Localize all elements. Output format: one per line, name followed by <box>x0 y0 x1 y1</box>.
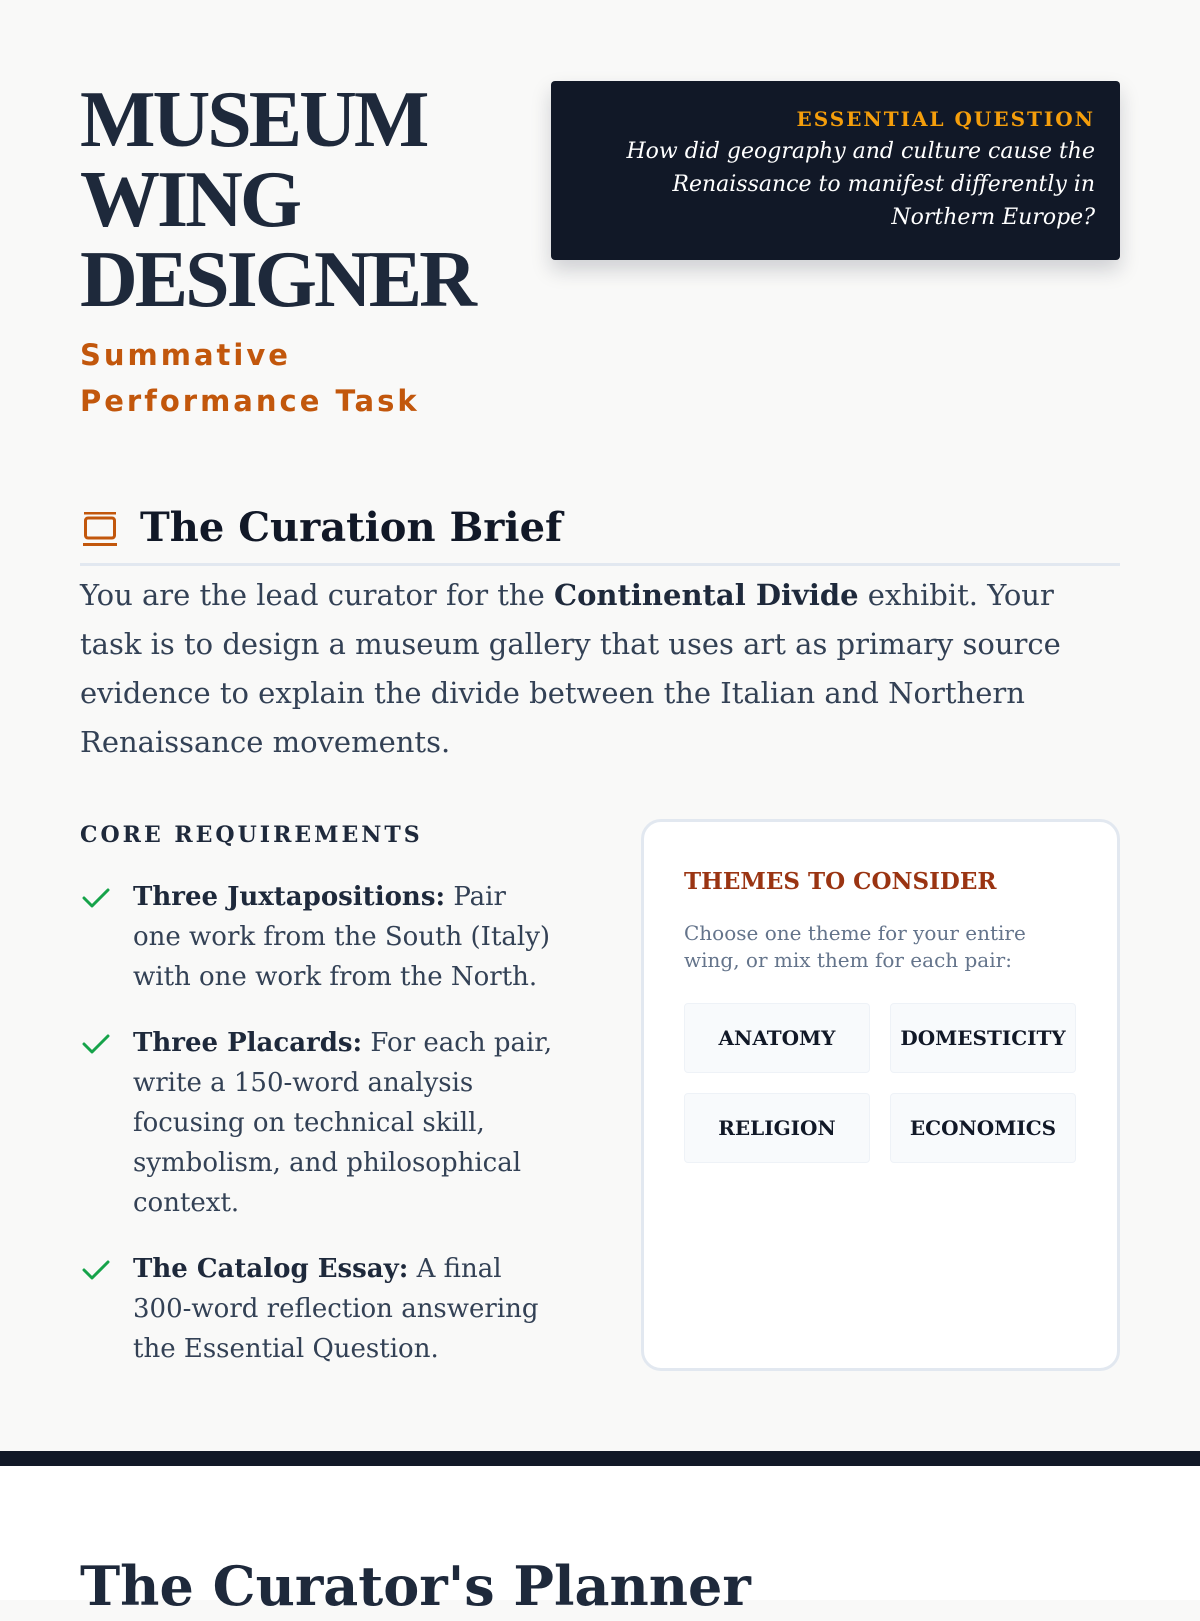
title-block <box>80 76 550 424</box>
core-requirements-label: CORE REQUIREMENTS <box>80 822 423 848</box>
requirement-text: A final 300-word reflection answering the Essential Question. <box>133 1254 539 1364</box>
requirement-item-placards <box>80 1023 560 1223</box>
page-title-line-2: WING <box>80 156 300 244</box>
requirements-list <box>80 877 560 1395</box>
theme-chip-anatomy[interactable]: ANATOMY <box>684 1003 870 1073</box>
essential-question-text: How did geography and culture cause the Renaissance to manifest differently in Northern Europe? <box>626 139 1095 230</box>
curation-brief-text <box>80 571 1120 767</box>
requirement-title: Three Placards: <box>133 1028 363 1058</box>
page-subtitle: Summative Performance Task <box>80 338 420 418</box>
brief-intro-after: exhibit. Your task is to design a museum gallery that uses art as primary source evidence to explain the divide between the Italian and Northern Renaissance movements. <box>80 578 1061 759</box>
themes-card <box>641 819 1120 1371</box>
brief-intro-before: You are the lead curator for the <box>80 578 554 612</box>
requirement-item-juxtapositions <box>80 877 560 997</box>
theme-chip-domesticity[interactable]: DOMESTICITY <box>890 1003 1076 1073</box>
section-divider <box>0 1451 1200 1466</box>
requirement-title: The Catalog Essay: <box>133 1254 409 1284</box>
laptop-icon <box>82 510 118 548</box>
theme-chip-economics[interactable]: ECONOMICS <box>890 1093 1076 1163</box>
themes-description: Choose one theme for your entire wing, or mix them for each pair: <box>684 921 1026 972</box>
essential-question-box <box>551 81 1120 260</box>
curation-brief-heading <box>80 500 1120 566</box>
essential-question-label: ESSENTIAL QUESTION <box>796 107 1095 131</box>
page-title-line-3: DESIGNER <box>80 236 474 324</box>
page-title-line-1: MUSEUM <box>80 76 427 164</box>
requirement-item-catalog-essay <box>80 1249 560 1369</box>
themes-title: THEMES TO CONSIDER <box>684 868 997 895</box>
check-icon <box>82 1259 110 1281</box>
requirement-text: Pair one work from the South (Italy) with one work from the North. <box>133 882 551 992</box>
exhibit-name: Continental Divide <box>553 578 859 612</box>
curation-brief-title: The Curation Brief <box>140 504 563 551</box>
page-title <box>80 76 550 324</box>
check-icon <box>82 1033 110 1055</box>
requirement-text: For each pair, write a 150-word analysis focusing on technical skill, symbolism, and philosophical context. <box>133 1028 553 1218</box>
curator-planner-title: The Curator's Planner <box>80 1554 751 1618</box>
check-icon <box>82 887 110 909</box>
theme-chip-religion[interactable]: RELIGION <box>684 1093 870 1163</box>
requirement-title: Three Juxtapositions: <box>133 882 446 912</box>
curator-planner-section <box>0 1466 1200 1618</box>
themes-grid <box>684 1003 1077 1163</box>
